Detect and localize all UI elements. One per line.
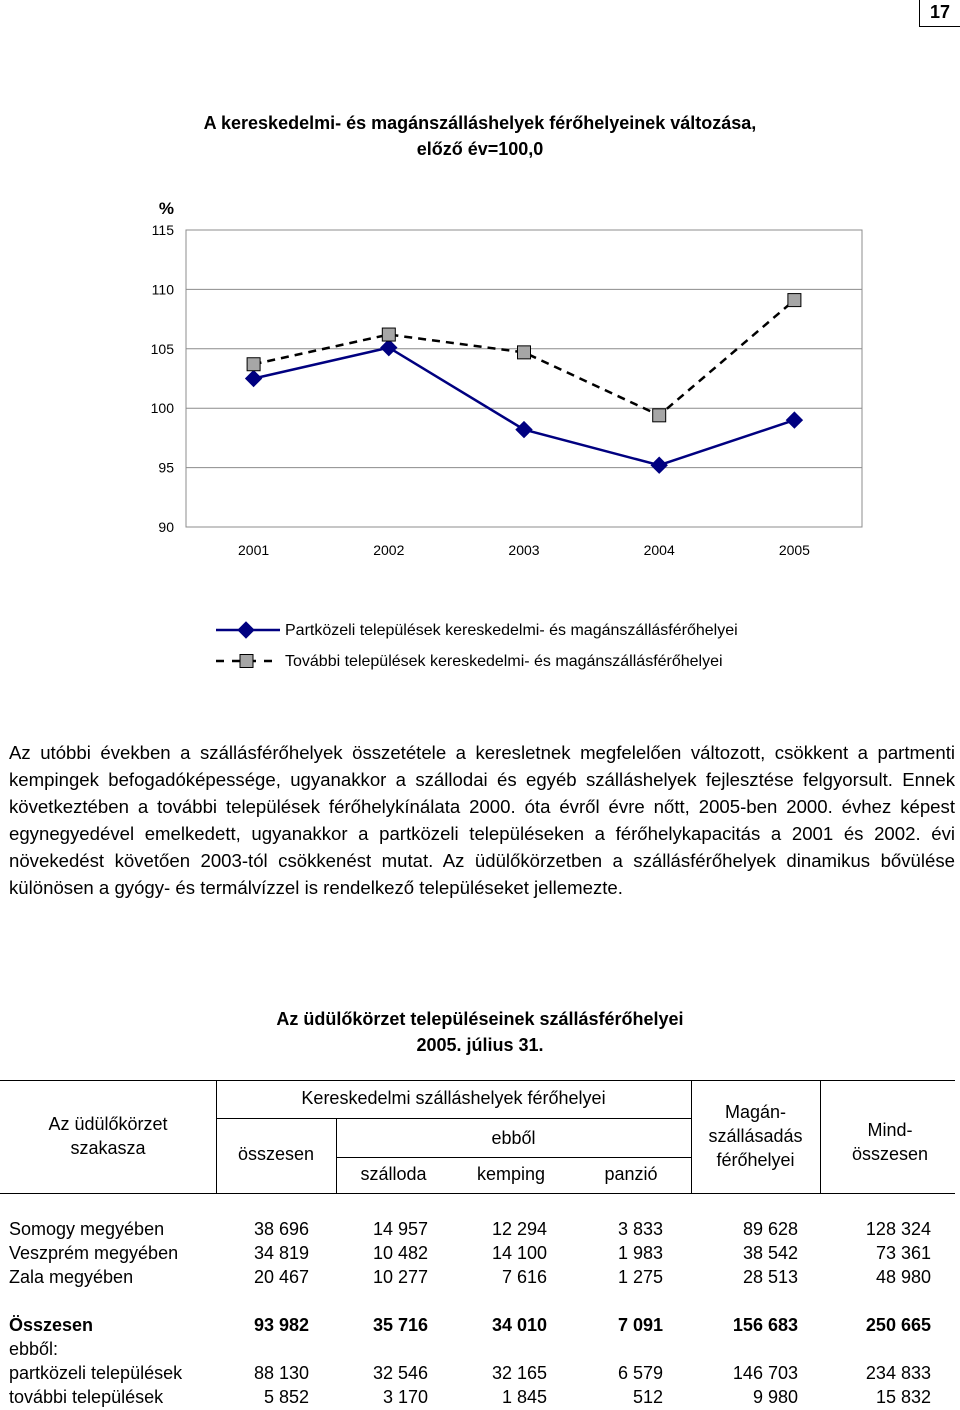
page-number: 17: [919, 0, 960, 27]
cell-value: 89 628: [742, 1219, 798, 1239]
cell-value: 15 832: [875, 1387, 931, 1407]
sub-row: [9, 1385, 939, 1409]
body-paragraph: Az utóbbi években a szállásférőhelyek összetétele a keresletnek megfelelően változott, csökkent a partmenti kempingek befogadóképessége, ugyanakkor a szállodai és egyéb szálláshelyek fejlesztése felgyorsult. Ennek következtében a további települések férőhelykínálata 2000. óta évről évre nőtt, 2005-ben 2000. évhez képest egynegyedével emelkedett, ugyanakkor a partközeli településeken a férőhelykapacitás a 2001 és 2002. évi növekedést követően 2003-tól csökkenést mutat. Az üdülőkörzetben a szállásférőhelyek dinamikus bővülése különösen a gyógy- és termálvízzel is rendelkező településeket jellemezte.: [9, 742, 955, 898]
series-2-point: [788, 294, 801, 307]
cell-value: 34 010: [491, 1315, 547, 1335]
row-label: Somogy megyében: [9, 1219, 165, 1239]
cell-value: 234 833: [865, 1363, 931, 1383]
table-title-line1: Az üdülőkörzet településeinek szállásférőhelyei: [276, 1009, 684, 1029]
table-title-line2: 2005. július 31.: [416, 1035, 544, 1055]
cell-value: 9 980: [752, 1387, 798, 1407]
cell-value: 93 982: [253, 1315, 309, 1335]
ebbol-rule: [336, 1157, 691, 1158]
cell-value: 73 361: [875, 1243, 931, 1263]
cell-value: 35 716: [372, 1315, 428, 1335]
x-tick-label: 2001: [238, 542, 270, 558]
row-label: ebből:: [9, 1339, 59, 1359]
header-ebbol: ebből: [491, 1128, 536, 1148]
chart-title-line1: A kereskedelmi- és magánszálláshelyek férőhelyeinek változása,: [203, 113, 757, 133]
row-label: további települések: [9, 1387, 164, 1407]
table-row: [9, 1265, 939, 1289]
cell-value: 88 130: [253, 1363, 309, 1383]
cell-value: 1 983: [617, 1243, 663, 1263]
cell-value: 38 542: [742, 1243, 798, 1263]
cell-value: 38 696: [253, 1219, 309, 1239]
row-label: Összesen: [9, 1315, 94, 1335]
series-1-point: [246, 371, 262, 387]
cell-value: 1 845: [501, 1387, 547, 1407]
cell-value: 10 482: [372, 1243, 428, 1263]
series-1-point: [651, 457, 667, 473]
cell-value: 28 513: [742, 1267, 798, 1287]
cell-value: 7 091: [617, 1315, 663, 1335]
series-1-point: [786, 412, 802, 428]
cell-value: 14 100: [491, 1243, 547, 1263]
x-tick-label: 2003: [508, 542, 540, 558]
ebbol-row: [9, 1337, 939, 1361]
series-1-point: [516, 422, 532, 438]
y-tick-label: 115: [151, 222, 174, 238]
y-axis-label: %: [158, 199, 174, 218]
cell-value: 512: [632, 1387, 663, 1407]
cell-value: 250 665: [865, 1315, 931, 1335]
legend-marker-2: [240, 655, 253, 668]
cell-value: 12 294: [491, 1219, 547, 1239]
row-label: Zala megyében: [9, 1267, 134, 1287]
cell-value: 10 277: [372, 1267, 428, 1287]
cell-value: 34 819: [253, 1243, 309, 1263]
legend-label: További települések kereskedelmi- és magánszállásférőhelyei: [285, 653, 723, 670]
chart-title-line2: előző év=100,0: [416, 139, 544, 159]
cell-value: 146 703: [732, 1363, 798, 1383]
cell-value: 128 324: [865, 1219, 931, 1239]
header-panzio: panzió: [604, 1164, 658, 1184]
cell-value: 156 683: [732, 1315, 798, 1335]
cell-value: 20 467: [253, 1267, 309, 1287]
header-szakasz: Az üdülőkörzet szakasza: [48, 1114, 168, 1158]
header-kemping: kemping: [476, 1164, 546, 1184]
legend-marker-1: [238, 622, 254, 638]
x-tick-label: 2004: [643, 542, 675, 558]
y-tick-label: 105: [150, 340, 174, 357]
series-2-point: [382, 328, 395, 341]
x-tick-label: 2002: [373, 542, 405, 558]
series-2-point: [247, 358, 260, 371]
header-total: összesen: [237, 1144, 315, 1164]
y-tick-label: 110: [151, 281, 174, 298]
cell-value: 6 579: [617, 1363, 663, 1383]
cell-value: 14 957: [372, 1219, 428, 1239]
cell-value: 3 170: [382, 1387, 428, 1407]
row-label: partközeli települések: [9, 1363, 183, 1383]
total-row: [9, 1313, 939, 1337]
plot-area: [186, 230, 862, 527]
cell-value: 32 546: [372, 1363, 428, 1383]
x-tick-label: 2005: [778, 542, 810, 558]
series-line-1: [254, 348, 795, 466]
group-header-rule: [216, 1118, 691, 1119]
header-szalloda: szálloda: [360, 1164, 427, 1184]
cell-value: 48 980: [875, 1267, 931, 1287]
y-tick-label: 95: [158, 459, 174, 476]
series-2-point: [653, 409, 666, 422]
header-group: Kereskedelmi szálláshelyek férőhelyei: [301, 1088, 606, 1108]
table-top-rule: [0, 1080, 955, 1081]
table-row: [9, 1241, 939, 1265]
y-tick-label: 90: [158, 519, 174, 535]
row-label: Veszprém megyében: [9, 1243, 179, 1263]
cell-value: 7 616: [501, 1267, 547, 1287]
y-tick-label: 100: [150, 400, 174, 417]
series-1-point: [381, 340, 397, 356]
cell-value: 1 275: [617, 1267, 663, 1287]
cell-value: 3 833: [617, 1219, 663, 1239]
line-chart: [0, 0, 960, 700]
table-header-rule: [0, 1193, 955, 1194]
sub-row: [9, 1361, 939, 1385]
header-magan: Magán- szállásadás férőhelyei: [708, 1102, 803, 1170]
series-2-point: [518, 346, 531, 359]
cell-value: 32 165: [491, 1363, 547, 1383]
table-row: [9, 1217, 939, 1241]
cell-value: 5 852: [263, 1387, 309, 1407]
table-title: [0, 1006, 960, 1058]
header-mindosszesen: Mind- összesen: [851, 1120, 929, 1164]
legend-label: Partközeli települések kereskedelmi- és magánszállásférőhelyei: [285, 622, 738, 639]
